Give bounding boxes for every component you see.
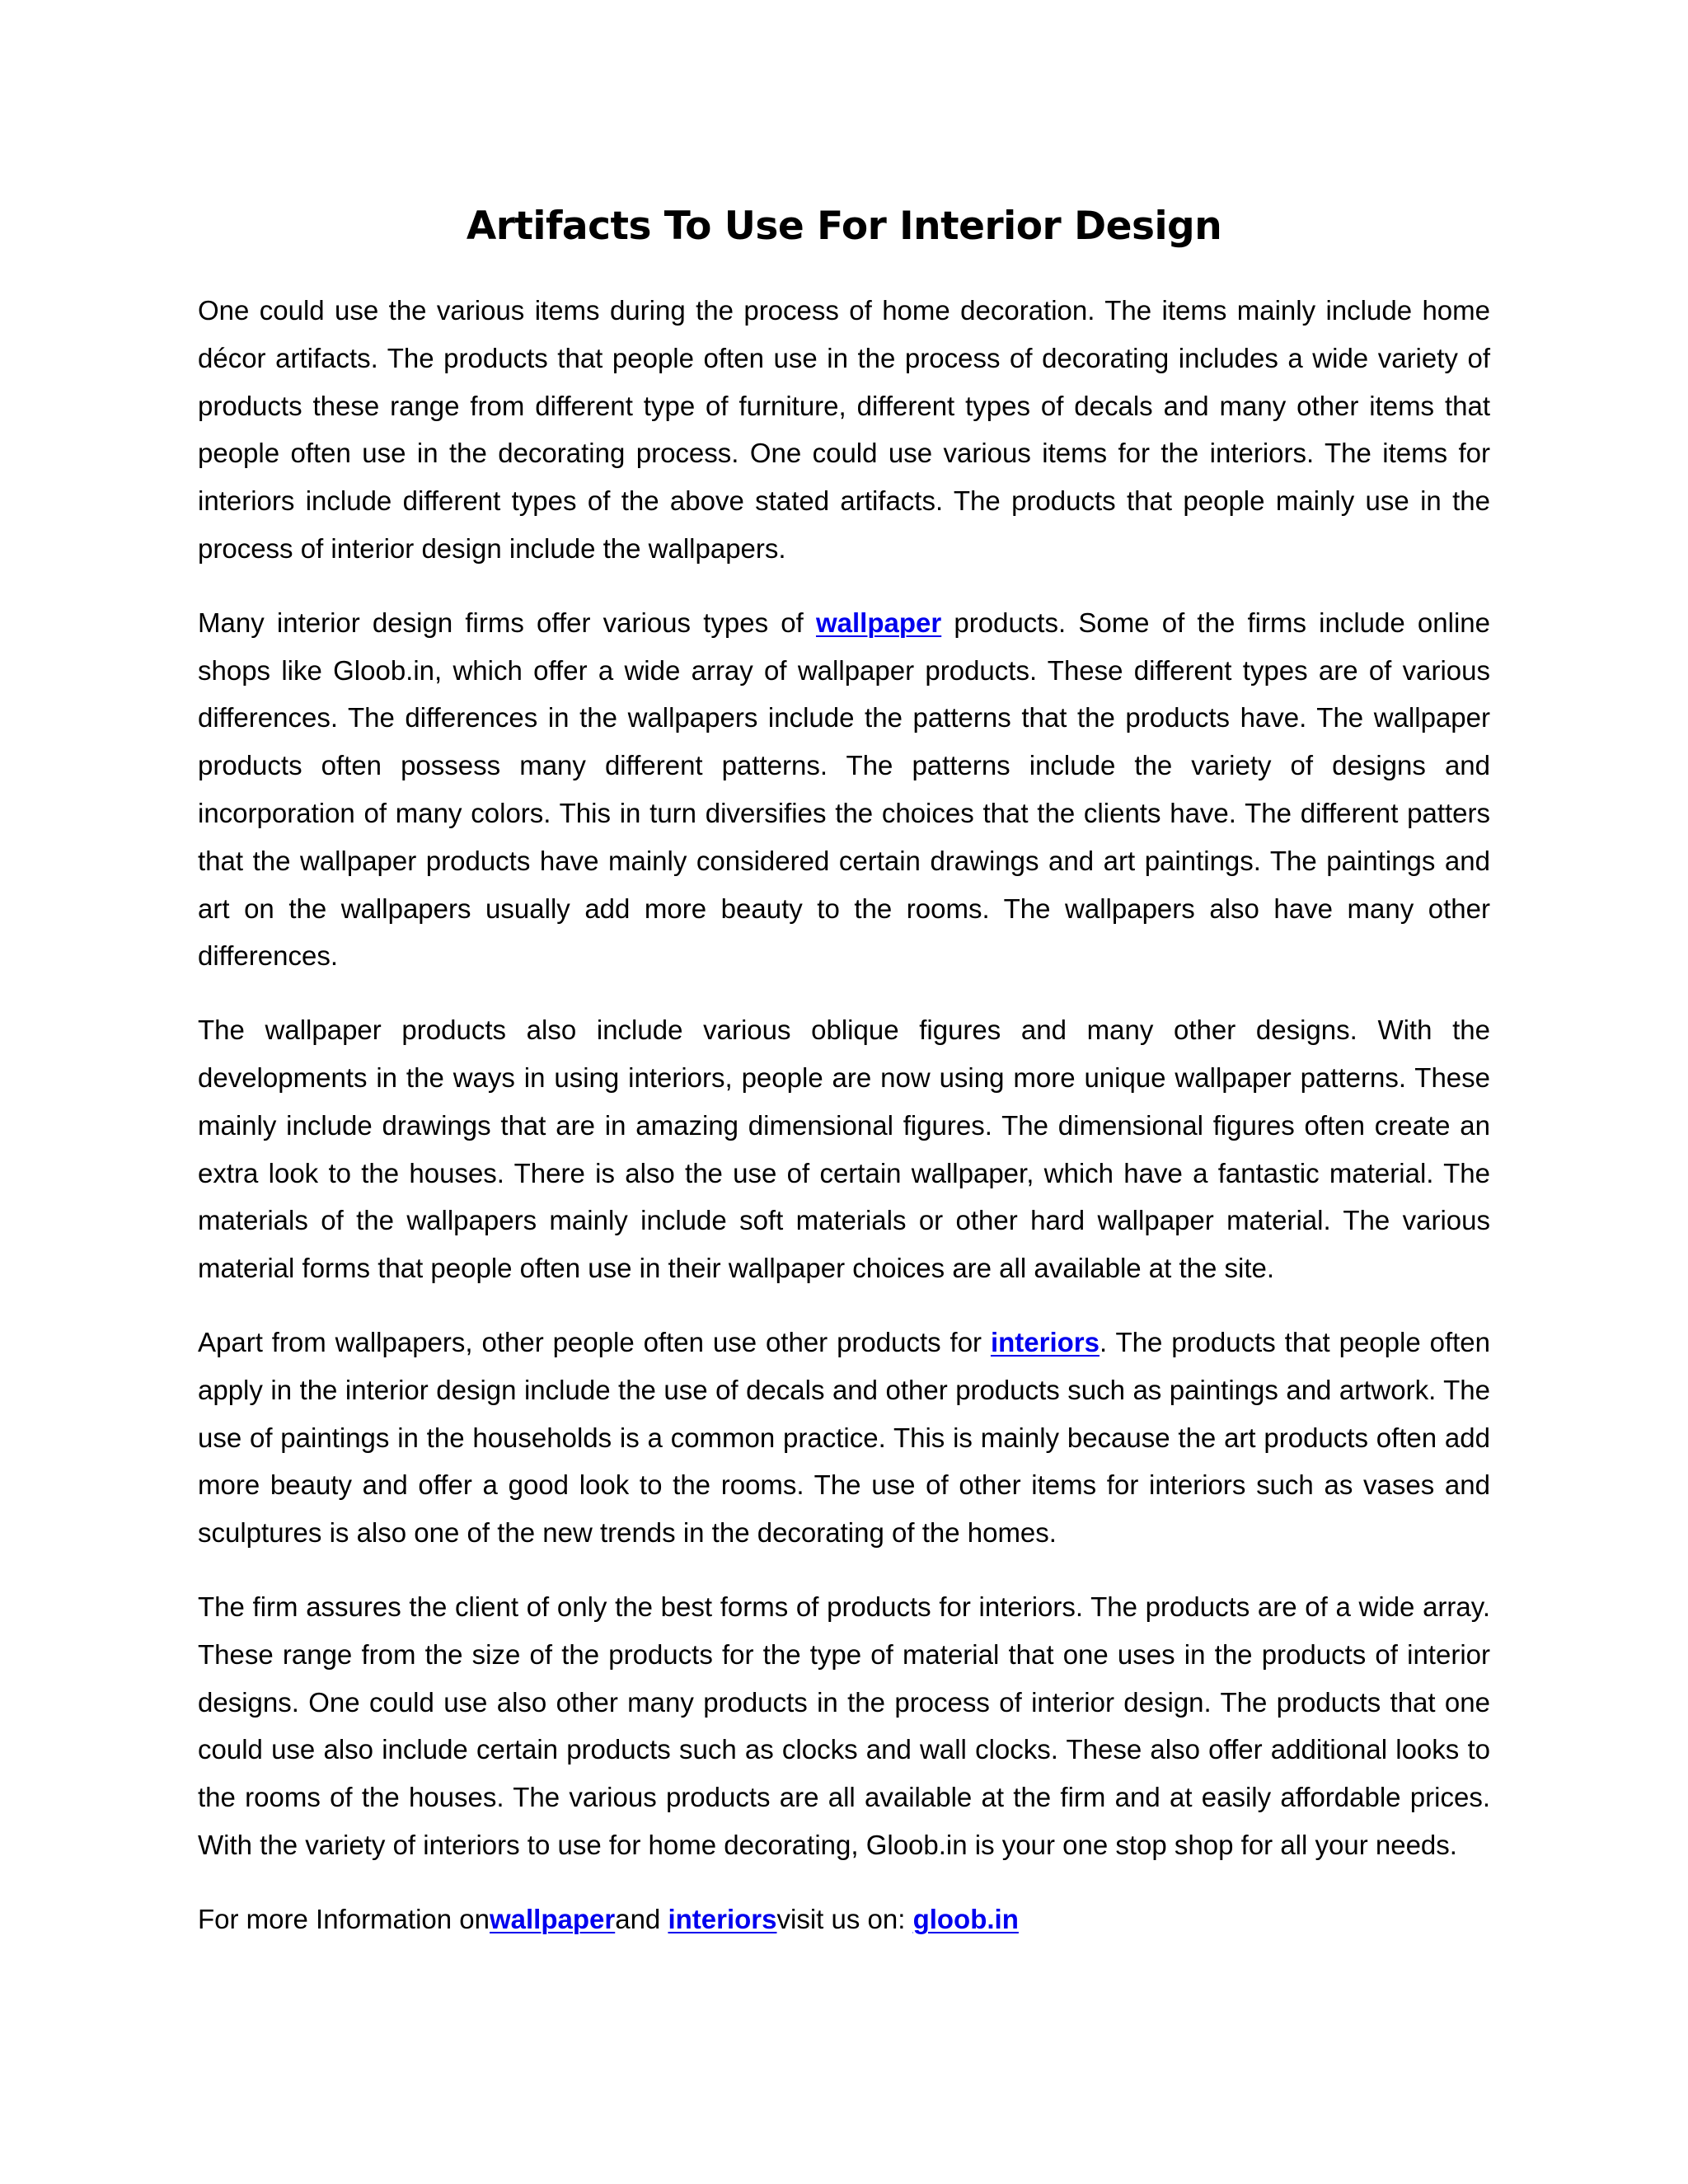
footer-gloob-link[interactable]: gloob.in (912, 1903, 1019, 1934)
paragraph-4-text-before: Apart from wallpapers, other people often use other products for (198, 1326, 991, 1357)
paragraph-4-text-after: . The products that people often apply in the interior design include the use of decals and other products such as paintings and artwork. The use of paintings in the households is a common practice. This is mainly because the art products often add more beauty and offer a good look to the rooms. The use of other items for interiors such as vases and sculptures is also one of the new trends in the decorating of the homes. (198, 1326, 1490, 1549)
footer-interiors-link[interactable]: interiors (668, 1903, 777, 1934)
footer-wallpaper-link[interactable]: wallpaper (489, 1903, 616, 1934)
paragraph-2-text-after: products. Some of the firms include online shops like Gloob.in, which offer a wide array of wallpaper products. These different types are of various differences. The differences in the wallpapers include the patterns that the products have. The wallpaper products often possess many different patterns. The patterns include the variety of designs and incorporation of many colors. This in turn diversifies the choices that the clients have. The different patters that the wallpaper products have mainly considered certain drawings and art paintings. The paintings and art on the wallpapers usually add more beauty to the rooms. The wallpapers also have many other differences. (198, 607, 1490, 972)
interiors-link[interactable]: interiors (990, 1326, 1100, 1357)
document-page (198, 190, 1490, 1970)
footer-text-3: visit us on: (776, 1903, 913, 1934)
paragraph-2 (198, 599, 1490, 980)
paragraph-3: The wallpaper products also include various oblique figures and many other designs. With the developments in the ways in using interiors, people are now using more unique wallpaper patterns. These mainly include drawings that are in amazing dimensional figures. The dimensional figures often create an extra look to the houses. There is also the use of certain wallpaper, which have a fantastic material. The materials of the wallpapers mainly include soft materials or other hard wallpaper material. The various material forms that people often use in their wallpaper choices are all available at the site. (198, 1015, 1490, 1284)
paragraph-1: One could use the various items during the process of home decoration. The items mainly include home décor artifacts. The products that people often use in the process of decorating includes a wide variety of products these range from different type of furniture, different types of decals and many other items that people often use in the decorating process. One could use various items for the interiors. The items for interiors include different types of the above stated artifacts. The products that people mainly use in the process of interior design include the wallpapers. (198, 295, 1490, 564)
footer-line (198, 1896, 1490, 1943)
paragraph-5: The firm assures the client of only the best forms of products for interiors. The products are of a wide array. These range from the size of the products for the type of material that one uses in the products of interior designs. One could use also other many products in the process of interior design. The products that one could use also include certain products such as clocks and wall clocks. These also offer additional looks to the rooms of the houses. The various products are all available at the firm and at easily affordable prices. With the variety of interiors to use for home decorating, Gloob.in is your one stop shop for all your needs. (198, 1591, 1490, 1860)
footer-text-2: and (615, 1903, 668, 1934)
wallpaper-link[interactable]: wallpaper (815, 607, 942, 638)
footer-text-1: For more Information on (198, 1903, 490, 1934)
paragraph-2-text-before: Many interior design firms offer various types of (198, 607, 816, 638)
document-title: Artifacts To Use For Interior Design (466, 204, 1222, 249)
paragraph-4 (198, 1319, 1490, 1557)
